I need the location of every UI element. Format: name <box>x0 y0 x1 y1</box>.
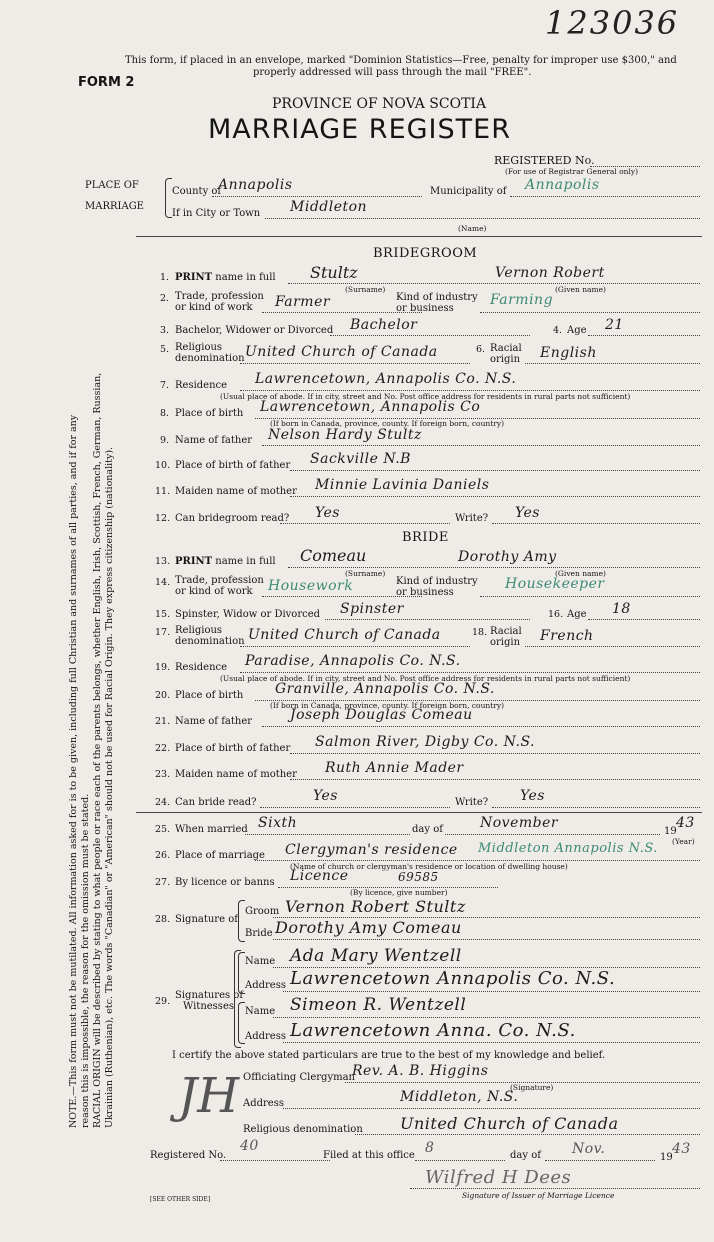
bride-father-label: Name of father <box>175 716 253 727</box>
clergy-denomination-label: Religious denomination <box>243 1124 363 1135</box>
county-value: Annapolis <box>218 177 293 193</box>
bride-residence: Paradise, Annapolis Co. N.S. <box>245 653 461 669</box>
marriage-month: November <box>480 815 559 831</box>
witness1-address-label: Address <box>245 980 286 991</box>
county-label: County of <box>172 186 222 197</box>
see-other-side: [SEE OTHER SIDE] <box>150 1196 211 1203</box>
signature-of-label: Signature of <box>175 914 238 925</box>
bride-trade-label-b: or kind of work <box>175 586 253 597</box>
residence-note: (Usual place of abode. If in city, street and No. Post office address for residents in rural parts not sufficient) <box>220 392 631 401</box>
form-number: FORM 2 <box>78 75 135 90</box>
place-of-marriage-label: Place of marriage <box>175 850 265 861</box>
trade-label-b: or kind of work <box>175 302 253 313</box>
bride-trade: Housework <box>268 578 354 594</box>
page-title: MARRIAGE REGISTER <box>208 114 511 145</box>
groom-trade: Farmer <box>275 294 331 310</box>
marriage-label: MARRIAGE <box>85 201 144 212</box>
groom-given-name: Vernon Robert <box>495 265 605 281</box>
bride-age: 18 <box>612 601 631 617</box>
name-note: (Name) <box>458 224 487 233</box>
bride-surname-note: (Surname) <box>345 569 386 578</box>
witness2-name-label: Name <box>245 1006 276 1017</box>
racial-label-b: origin <box>490 354 521 365</box>
bride-age-label: Age <box>567 609 587 620</box>
bride-father-birthplace: Salmon River, Digby Co. N.S. <box>315 734 535 750</box>
groom-write: Yes <box>515 505 540 521</box>
licence-note: (By licence, give number) <box>350 888 448 897</box>
trade-label: Trade, profession <box>175 291 264 302</box>
witness2-address: Lawrencetown Anna. Co. N.S. <box>290 1020 576 1041</box>
marriage-place-green: Middleton Annapolis N.S. <box>478 841 658 856</box>
bride-surname: Comeau <box>300 546 367 565</box>
bride-birth-note: (If born in Canada, province, county. If foreign born, country) <box>270 701 504 710</box>
registered-label: Registered No. <box>150 1150 227 1161</box>
bride-label: Bride <box>245 928 273 939</box>
year-note: (Year) <box>672 837 695 846</box>
groom-read: Yes <box>315 505 340 521</box>
place-note: (Name of church or clergyman's residence or location of dwelling house) <box>290 862 568 871</box>
witness2-name: Simeon R. Wentzell <box>290 995 467 1015</box>
bride-residence-label: Residence <box>175 662 228 673</box>
licence-number: 69585 <box>398 870 439 884</box>
bride-birthplace-label: Place of birth <box>175 690 244 701</box>
bride-mother: Ruth Annie Mader <box>325 760 464 776</box>
birthplace-label: Place of birth <box>175 408 244 419</box>
issuer-signature: Wilfred H Dees <box>425 1167 572 1188</box>
bride-write-label: Write? <box>455 797 489 808</box>
clergy-denomination: United Church of Canada <box>400 1114 619 1133</box>
birth-note: (If born in Canada, province, county. If foreign born, country) <box>270 419 504 428</box>
read-label: Can bridegroom read? <box>175 513 290 524</box>
print-label: PRINT name in full <box>175 272 276 283</box>
city-label: If in City or Town <box>172 208 261 219</box>
status-label: Bachelor, Widower or Divorced <box>175 325 334 336</box>
bride-birthplace: Granville, Annapolis Co. N.S. <box>275 681 495 697</box>
bride-racial-label: Racial <box>490 626 522 637</box>
marriage-place: Clergyman's residence <box>285 842 458 858</box>
father-label: Name of father <box>175 435 253 446</box>
bride-religion-label-b: denomination <box>175 636 245 647</box>
groom-signature: Vernon Robert Stultz <box>285 897 466 916</box>
groom-racial-origin: English <box>540 345 597 361</box>
postal-notice-1: This form, if placed in an envelope, marked "Dominion Statistics—Free, penalty for improper use $300," and <box>125 55 677 66</box>
groom-father: Nelson Hardy Stultz <box>268 427 422 443</box>
witnesses-label-b: Witnesses <box>183 1001 234 1012</box>
year-prefix: 19 <box>664 826 677 837</box>
groom-surname: Stultz <box>310 263 358 282</box>
bride-racial-origin: French <box>540 628 594 644</box>
bride-father-birthplace-label: Place of birth of father <box>175 743 291 754</box>
religion-label-b: denomination <box>175 353 245 364</box>
groom-father-birthplace: Sackville N.B <box>310 451 411 467</box>
bride-given-name: Dorothy Amy <box>458 549 557 565</box>
clergyman-signature: Rev. A. B. Higgins <box>352 1063 489 1079</box>
municipality-value: Annapolis <box>525 177 600 193</box>
groom-residence: Lawrencetown, Annapolis Co. N.S. <box>255 371 517 387</box>
registrar-note: (For use of Registrar General only) <box>505 167 639 176</box>
bride-read: Yes <box>313 788 338 804</box>
city-value: Middleton <box>290 199 368 215</box>
bride-read-label: Can bride read? <box>175 797 257 808</box>
witness1-address: Lawrencetown Annapolis Co. N.S. <box>290 968 616 989</box>
registered-no-label: REGISTERED No. <box>494 154 595 167</box>
marriage-year: 43 <box>676 815 695 831</box>
given-note: (Given name) <box>555 285 606 294</box>
bride-given-note: (Given name) <box>555 569 606 578</box>
municipality-label: Municipality of <box>430 186 507 197</box>
witness1-name: Ada Mary Wentzell <box>290 946 462 966</box>
groom-status: Bachelor <box>350 317 418 333</box>
postal-notice-2: properly addressed will pass through the mail "FREE". <box>253 67 532 78</box>
write-label: Write? <box>455 513 489 524</box>
signature-note: (Signature) <box>510 1083 554 1092</box>
racial-label: Racial <box>490 343 522 354</box>
issuer-note: Signature of Issuer of Marriage Licence <box>462 1191 615 1200</box>
groom-age: 21 <box>605 317 624 333</box>
residence-label: Residence <box>175 380 228 391</box>
industry-label: Kind of industry <box>396 292 478 303</box>
clergy-address-label: Address <box>243 1098 284 1109</box>
licence: Licence <box>290 868 349 884</box>
registered-number: 40 <box>240 1138 259 1154</box>
groom-birthplace: Lawrencetown, Annapolis Co <box>260 399 481 415</box>
bride-write: Yes <box>520 788 545 804</box>
day-of-label: day of <box>412 824 443 835</box>
industry-label-b: or business <box>396 303 454 314</box>
bride-racial-label-b: origin <box>490 637 521 648</box>
bride-religion: United Church of Canada <box>248 627 441 643</box>
mother-label: Maiden name of mother <box>175 486 297 497</box>
bride-trade-label: Trade, profession <box>175 575 264 586</box>
bride-signature: Dorothy Amy Comeau <box>275 918 462 937</box>
licence-label: By licence or banns <box>175 877 275 888</box>
father-birthplace-label: Place of birth of father <box>175 460 291 471</box>
filed-day-of: day of <box>510 1150 541 1161</box>
marriage-day: Sixth <box>258 815 298 831</box>
bride-heading: BRIDE <box>402 530 449 545</box>
stamp-number: 123036 <box>545 4 680 42</box>
filed-day: 8 <box>425 1140 435 1156</box>
filed-year-prefix: 19 <box>660 1152 673 1163</box>
filed-month: Nov. <box>572 1141 606 1157</box>
groom-mother: Minnie Lavinia Daniels <box>315 477 490 493</box>
bride-religion-label: Religious <box>175 625 223 636</box>
bride-industry-label: Kind of industry <box>396 576 478 587</box>
bride-father: Joseph Douglas Comeau <box>290 707 473 723</box>
bride-status: Spinster <box>340 601 404 617</box>
groom-industry: Farming <box>490 292 554 308</box>
province-heading: PROVINCE OF NOVA SCOTIA <box>272 96 487 112</box>
bride-mother-label: Maiden name of mother <box>175 769 297 780</box>
age-label: Age <box>567 325 587 336</box>
witness1-name-label: Name <box>245 956 276 967</box>
side-note: NOTE.—This form must not be mutilated. All information asked for is to be given, including full Christian and surnames of all parties, and if for any reason this is impossible, the reason for the omission must be stated. RACIAL ORIGIN will be described by stating to what people or race each of the parents belongs, whether English, Irish, Scottish, French, German, Russian, Ukrainian (Ruthenian), etc. The words "Canadian" or "American" should not be used for Racial Origin. They express citizenship (nationality). <box>68 372 115 1128</box>
bridegroom-heading: BRIDEGROOM <box>373 246 478 261</box>
witnesses-label: Signatures of <box>175 990 244 1001</box>
filed-label: Filed at this office <box>323 1150 415 1161</box>
clergy-address: Middleton, N.S. <box>400 1089 519 1105</box>
when-married-label: When married <box>175 824 248 835</box>
certify-statement: I certify the above stated particulars are true to the best of my knowledge and belief. <box>172 1050 606 1061</box>
religion-label: Religious <box>175 342 223 353</box>
bride-status-label: Spinster, Widow or Divorced <box>175 609 321 620</box>
bride-industry: Housekeeper <box>505 576 605 592</box>
filed-year: 43 <box>672 1141 691 1157</box>
witness2-address-label: Address <box>245 1031 286 1042</box>
bride-print-label: PRINT name in full <box>175 556 276 567</box>
groom-label: Groom <box>245 906 280 917</box>
groom-religion: United Church of Canada <box>245 344 438 360</box>
clergyman-label: Officiating Clergyman <box>243 1072 355 1083</box>
initials: JH <box>178 1068 240 1124</box>
place-of-label: PLACE OF <box>85 180 139 191</box>
bride-industry-label-b: or business <box>396 587 454 598</box>
bride-residence-note: (Usual place of abode. If in city, street and No. Post office address for residents in rural parts not sufficient) <box>220 674 631 683</box>
surname-note: (Surname) <box>345 285 386 294</box>
